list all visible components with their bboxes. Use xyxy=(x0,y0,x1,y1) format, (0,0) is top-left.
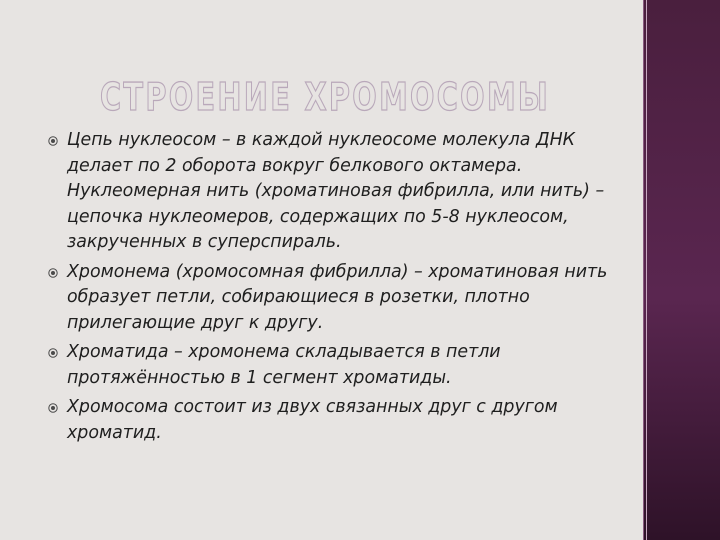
sidebar-highlight-line xyxy=(646,0,647,540)
bullet-list xyxy=(48,128,633,450)
list-item xyxy=(48,128,633,256)
circled-dot-icon xyxy=(48,268,58,278)
circled-dot-icon xyxy=(48,136,58,146)
list-item xyxy=(48,340,633,391)
decorative-sidebar xyxy=(644,0,720,540)
circled-dot-icon xyxy=(48,348,58,358)
bullet-text: Цепь нуклеосом – в каждой нуклеосоме молекула ДНК делает по 2 оборота вокруг белкового октамера. Нуклеомерная нить (хроматиновая фибрилла, или нить) – цепочка нуклеомеров, содержащих по 5-8 нуклеосом, закрученных в суперспираль. xyxy=(67,130,605,252)
list-item xyxy=(48,395,633,446)
list-item xyxy=(48,260,633,337)
bullet-text: Хромонема (хромосомная фибрилла) – хроматиновая нить образует петли, собирающиеся в розетки, плотно прилегающие друг к другу. xyxy=(67,261,608,333)
circled-dot-icon xyxy=(48,403,58,413)
bullet-text: Хромосома состоит из двух связанных друг с другом хроматид. xyxy=(67,397,558,443)
bullet-text: Хроматида – хромонема складывается в петли протяжённостью в 1 сегмент хроматиды. xyxy=(67,342,501,388)
slide-title xyxy=(100,70,560,120)
slide-title-text: СТРОЕНИЕ ХРОМОСОМЫ xyxy=(100,75,550,119)
